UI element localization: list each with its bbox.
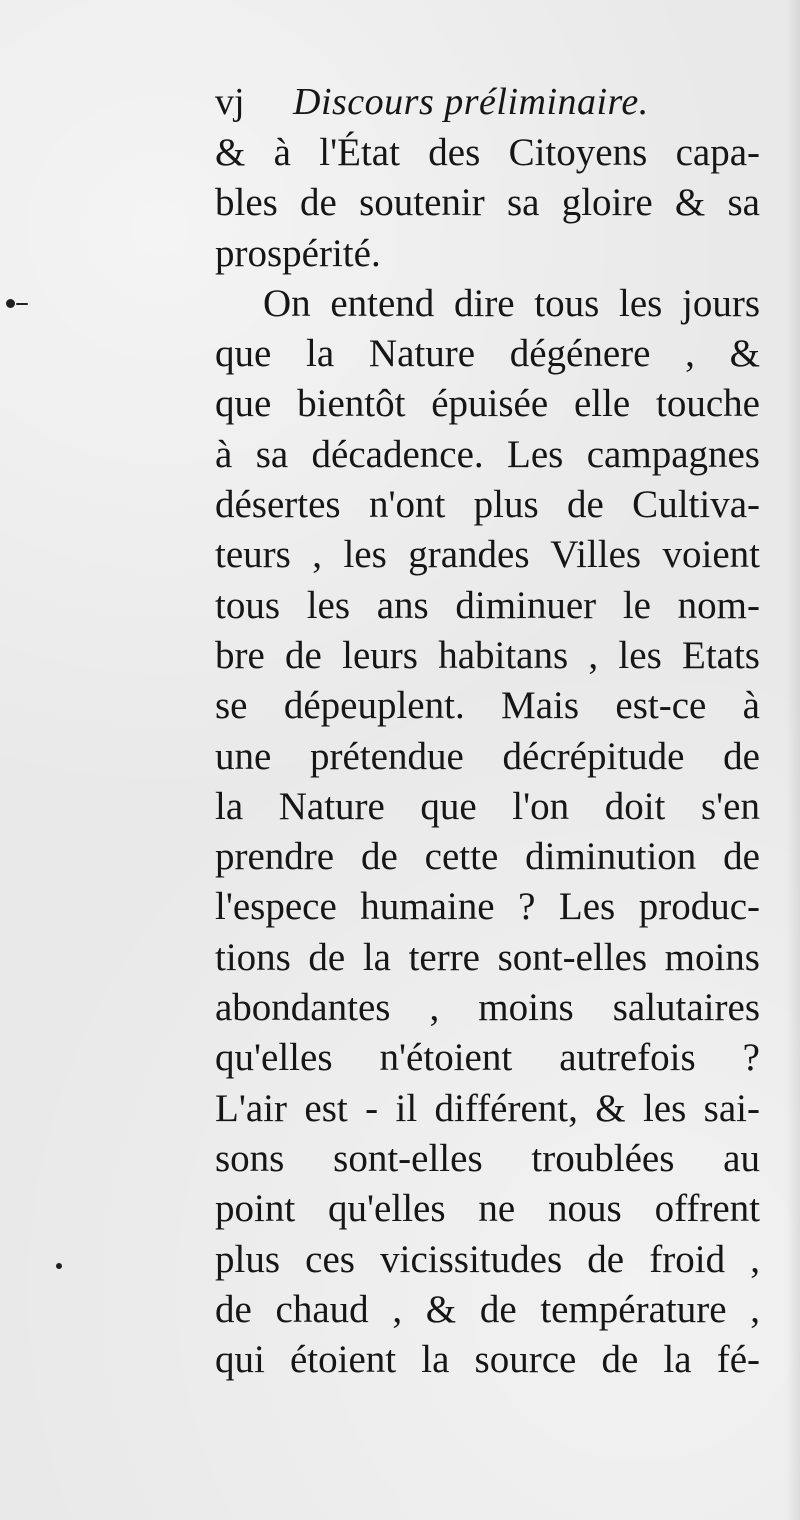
text-line: qu'elles n'étoient autrefois ? [215, 1036, 760, 1080]
running-head [215, 76, 760, 128]
text-line: une prétendue décrépitude de [215, 734, 760, 778]
text-line: point qu'elles ne nous offrent [215, 1187, 760, 1231]
text-block [215, 76, 760, 1385]
text-line: L'air est - il différent, & les sai- [215, 1086, 760, 1130]
text-line: tions de la terre sont-elles moins [215, 935, 760, 979]
text-line: prospérité. [215, 231, 381, 275]
text-line: se dépeuplent. Mais est-ce à [215, 684, 760, 728]
page-edge-shadow [786, 0, 800, 1520]
text-line: que bientôt épuisée elle touche [215, 382, 760, 426]
text-line: sons sont-elles troublées au [215, 1136, 760, 1180]
ink-speck [56, 1263, 62, 1269]
paragraph [215, 279, 760, 1386]
text-line: tous les ans diminuer le nom- [215, 583, 760, 627]
text-line: & à l'État des Citoyens capa- [215, 131, 760, 174]
ink-speck [16, 303, 28, 305]
paragraph [215, 128, 760, 279]
text-line: la Nature que l'on doit s'en [215, 784, 760, 828]
text-line: abondantes , moins salutaires [215, 986, 760, 1030]
text-line: bles de soutenir sa gloire & sa [215, 181, 760, 225]
text-line: que la Nature dégénere , & [215, 332, 760, 376]
page-number: vj [215, 81, 245, 123]
text-line: désertes n'ont plus de Cultiva- [215, 483, 760, 527]
text-line: bre de leurs habitans , les Etats [215, 633, 760, 677]
text-line: à sa décadence. Les campagnes [215, 432, 760, 476]
text-line: teurs , les grandes Villes voient [215, 533, 760, 577]
text-line: On entend dire tous les jours [263, 281, 760, 325]
text-line: de chaud , & de température , [215, 1287, 760, 1331]
text-line: plus ces vicissitudes de froid , [215, 1237, 760, 1281]
ink-speck [6, 299, 15, 308]
text-line: qui étoient la source de la fé- [215, 1338, 760, 1382]
text-line: prendre de cette diminution de [215, 835, 760, 879]
running-title: Discours préliminaire. [293, 81, 649, 123]
text-line: l'espece humaine ? Les produc- [215, 885, 760, 929]
